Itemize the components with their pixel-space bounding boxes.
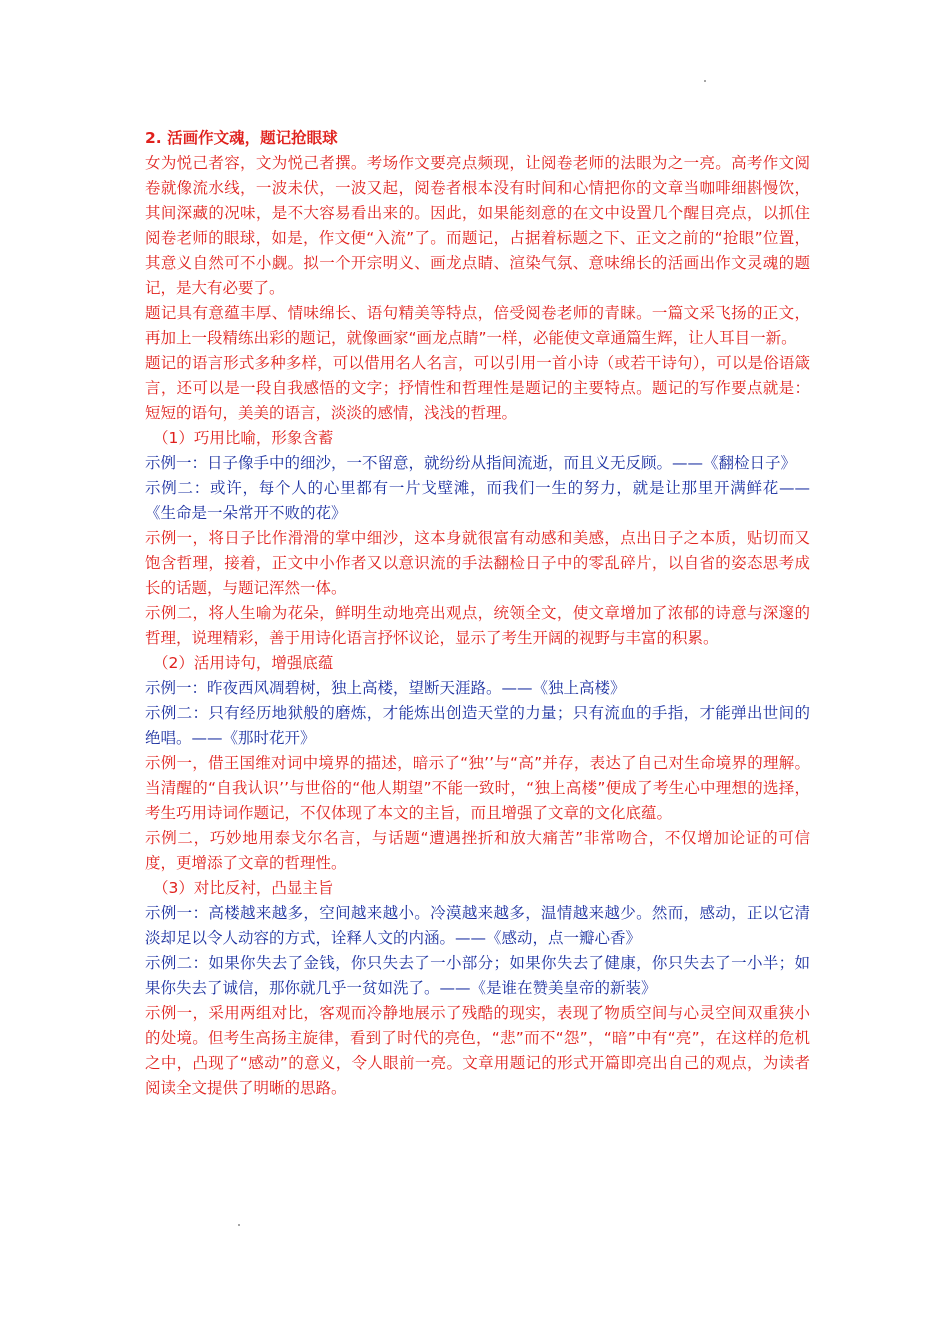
page-speck <box>238 1224 240 1226</box>
subsection-heading: （2）活用诗句，增强底蕴 <box>153 654 334 672</box>
document-body <box>145 126 810 1101</box>
analysis-text: 示例一，将日子比作滑滑的掌中细沙，这本身就很富有动感和美感，点出日子之本质，贴切而又饱含哲理，接着，正文中小作者又以意识流的手法翻检日子中的零乱碎片，以自省的姿态思考成长的话题，与题记浑然一体。 <box>145 529 810 597</box>
example-text: 示例二：或许，每个人的心里都有一片戈壁滩，而我们一生的努力，就是让那里开满鲜花——《生命是一朵常开不败的花》 <box>145 479 810 522</box>
example-text: 示例一：高楼越来越多，空间越来越小。冷漠越来越多，温情越来越少。然而，感动，正以它清淡却足以令人动容的方式，诠释人文的内涵。——《感动，点一瓣心香》 <box>145 904 810 947</box>
analysis-text: 示例一，借王国维对词中境界的描述，暗示了“独’’与“高”并存，表达了自己对生命境界的理解。当清醒的“自我认识’’与世俗的“他人期望”不能一致时，“独上高楼”便成了考生心中理想的选择，考生巧用诗词作题记，不仅体现了本文的主旨，而且增强了文章的文化底蕴。 <box>145 754 810 822</box>
example-text: 示例一：日子像手中的细沙，一不留意，就纷纷从指间流逝，而且义无反顾。——《翻检日子》 <box>145 454 797 472</box>
intro-paragraph: 题记具有意蕴丰厚、情味绵长、语句精美等特点，倍受阅卷老师的青睐。一篇文采飞扬的正文，再加上一段精练出彩的题记，就像画家“画龙点睛”一样，必能使文章通篇生辉，让人耳目一新。 <box>145 304 810 347</box>
analysis-text: 示例一，采用两组对比，客观而冷静地展示了残酷的现实，表现了物质空间与心灵空间双重狭小的处境。但考生高扬主旋律，看到了时代的亮色，“悲”而不“怨”，“暗”中有“亮”，在这样的危机之中，凸现了“感动”的意义，令人眼前一亮。文章用题记的形式开篇即亮出自己的观点，为读者阅读全文提供了明晰的思路。 <box>145 1004 810 1097</box>
analysis-text: 示例二，巧妙地用泰戈尔名言，与话题“遭遇挫折和放大痛苦”非常吻合，不仅增加论证的可信度，更增添了文章的哲理性。 <box>145 829 810 872</box>
intro-paragraph: 题记的语言形式多种多样，可以借用名人名言，可以引用一首小诗（或若干诗句），可以是俗语箴言，还可以是一段自我感悟的文字；抒情性和哲理性是题记的主要特点。题记的写作要点就是：短短的语句，美美的语言，淡淡的感情，浅浅的哲理。 <box>145 354 810 422</box>
analysis-text: 示例二，将人生喻为花朵，鲜明生动地亮出观点，统领全文，使文章增加了浓郁的诗意与深邃的哲理，说理精彩，善于用诗化语言抒怀议论，显示了考生开阔的视野与丰富的积累。 <box>145 604 810 647</box>
example-text: 示例二：如果你失去了金钱，你只失去了一小部分；如果你失去了健康，你只失去了一小半；如果你失去了诚信，那你就几乎一贫如洗了。——《是谁在赞美皇帝的新装》 <box>145 954 810 997</box>
intro-paragraph: 女为悦己者容，文为悦己者撰。考场作文要亮点频现，让阅卷老师的法眼为之一亮。高考作文阅卷就像流水线，一波未伏，一波又起，阅卷者根本没有时间和心情把你的文章当咖啡细斟慢饮，其间深藏的况味，是不大容易看出来的。因此，如果能刻意的在文中设置几个醒目亮点，以抓住阅卷老师的眼球，如是，作文便“入流”了。而题记，占据着标题之下、正文之前的“抢眼”位置，其意义自然可不小觑。拟一个开宗明义、画龙点睛、渲染气氛、意味绵长的活画出作文灵魂的题记，是大有必要了。 <box>145 154 810 297</box>
example-text: 示例二：只有经历地狱般的磨炼，才能炼出创造天堂的力量；只有流血的手指，才能弹出世间的绝唱。——《那时花开》 <box>145 704 810 747</box>
example-text: 示例一：昨夜西风凋碧树，独上高楼，望断天涯路。——《独上高楼》 <box>145 679 626 697</box>
subsection-heading: （3）对比反衬，凸显主旨 <box>153 879 334 897</box>
page-speck <box>704 80 706 82</box>
subsection-heading: （1）巧用比喻，形象含蓄 <box>153 429 334 447</box>
section-title: 2. 活画作文魂，题记抢眼球 <box>145 129 338 147</box>
